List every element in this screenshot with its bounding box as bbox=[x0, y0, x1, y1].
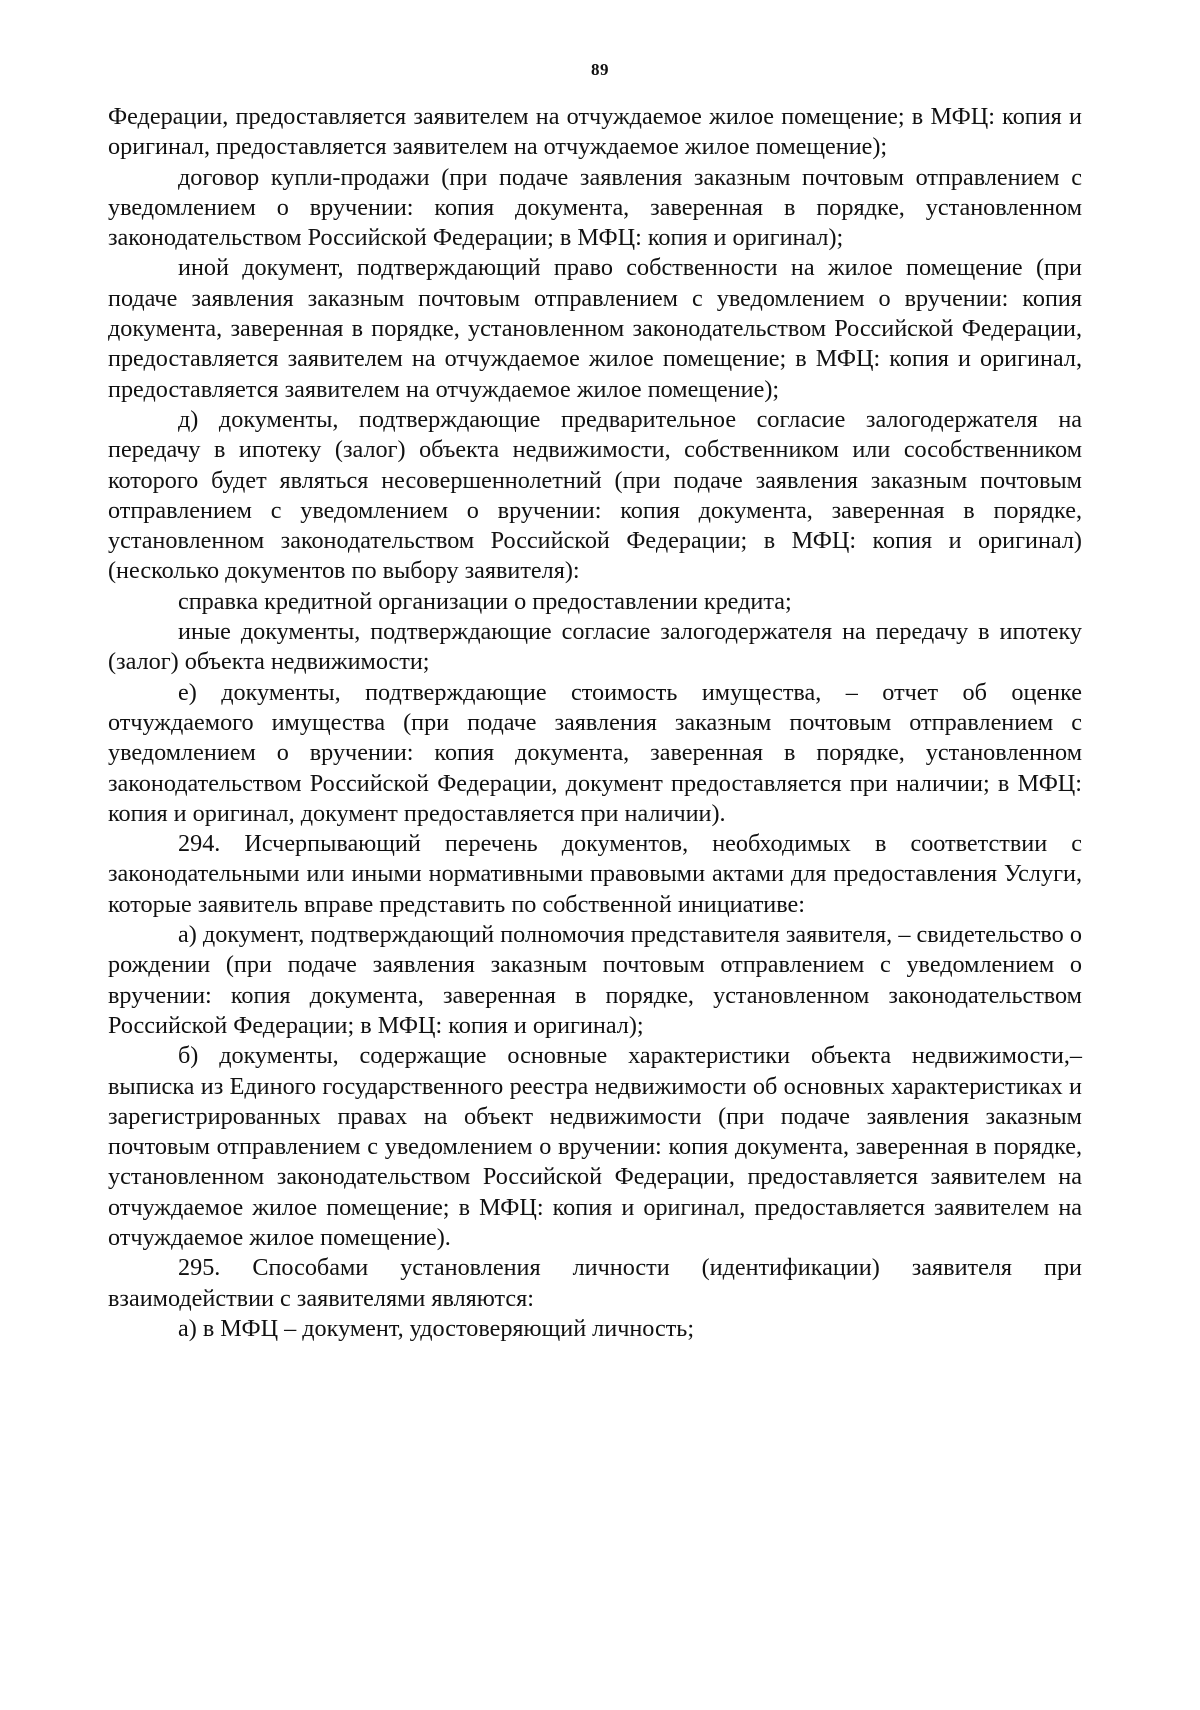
paragraph-purchase-agreement: договор купли-продажи (при подаче заявления заказным почтовым отправлением с уведомлением о вручении: копия документа, заверенная в порядке, установленном законодательством Российской Федерации; в МФЦ: копия и оригинал); bbox=[108, 163, 1082, 252]
paragraph-295-item-a: а) в МФЦ – документ, удостоверяющий личность; bbox=[178, 1314, 695, 1342]
paragraph-credit-certificate: справка кредитной организации о предоставлении кредита; bbox=[178, 587, 792, 615]
document-body bbox=[108, 102, 1082, 1344]
paragraph-continuation: Федерации, предоставляется заявителем на отчуждаемое жилое помещение; в МФЦ: копия и оригинал, предоставляется заявителем на отчуждаемое жилое помещение); bbox=[108, 103, 1082, 161]
paragraph-294-item-b: б) документы, содержащие основные характеристики объекта недвижимости,– выписка из Единого государственного реестра недвижимости об основных характеристиках и зарегистрированных правах на объект недвижимости (при подаче заявления заказным почтовым отправлением с уведомлением о вручении: копия документа, заверенная в порядке, установленном законодательством Российской Федерации, предоставляется заявителем на отчуждаемое жилое помещение; в МФЦ: копия и оригинал, предоставляется заявителем на отчуждаемое жилое помещение). bbox=[108, 1042, 1082, 1251]
paragraph-294-item-a: а) документ, подтверждающий полномочия представителя заявителя, – свидетельство о рождении (при подаче заявления заказным почтовым отправлением с уведомлением о вручении: копия документа, заверенная в порядке, установленном законодательством Российской Федерации; в МФЦ: копия и оригинал); bbox=[108, 921, 1082, 1039]
paragraph-item-d: д) документы, подтверждающие предварительное согласие залогодержателя на передачу в ипотеку (залог) объекта недвижимости, собственником или сособственником которого будет являться несовершеннолетний (при подаче заявления заказным почтовым отправлением с уведомлением о вручении: копия документа, заверенная в порядке, установленном законодательством Российской Федерации; в МФЦ: копия и оригинал) (несколько документов по выбору заявителя): bbox=[108, 405, 1082, 585]
paragraph-section-294: 294. Исчерпывающий перечень документов, необходимых в соответствии с законодательными или иными нормативными правовыми актами для предоставления Услуги, которые заявитель вправе представить по собственной инициативе: bbox=[108, 830, 1082, 918]
page-number: 89 bbox=[591, 60, 609, 79]
paragraph-item-e: е) документы, подтверждающие стоимость имущества, – отчет об оценке отчуждаемого имущества (при подаче заявления заказным почтовым отправлением с уведомлением о вручении: копия документа, заверенная в порядке, установленном законодательством Российской Федерации, документ предоставляется при наличии; в МФЦ: копия и оригинал, документ предоставляется при наличии). bbox=[108, 678, 1082, 827]
paragraph-section-295: 295. Способами установления личности (идентификации) заявителя при взаимодействии с заявителями являются: bbox=[108, 1254, 1082, 1312]
paragraph-other-consent-documents: иные документы, подтверждающие согласие залогодержателя на передачу в ипотеку (залог) объекта недвижимости; bbox=[108, 618, 1082, 676]
paragraph-other-ownership-document: иной документ, подтверждающий право собственности на жилое помещение (при подаче заявления заказным почтовым отправлением с уведомлением о вручении: копия документа, заверенная в порядке, установленном законодательством Российской Федерации, предоставляется заявителем на отчуждаемое жилое помещение; в МФЦ: копия и оригинал, предоставляется заявителем на отчуждаемое жилое помещение); bbox=[108, 254, 1082, 403]
